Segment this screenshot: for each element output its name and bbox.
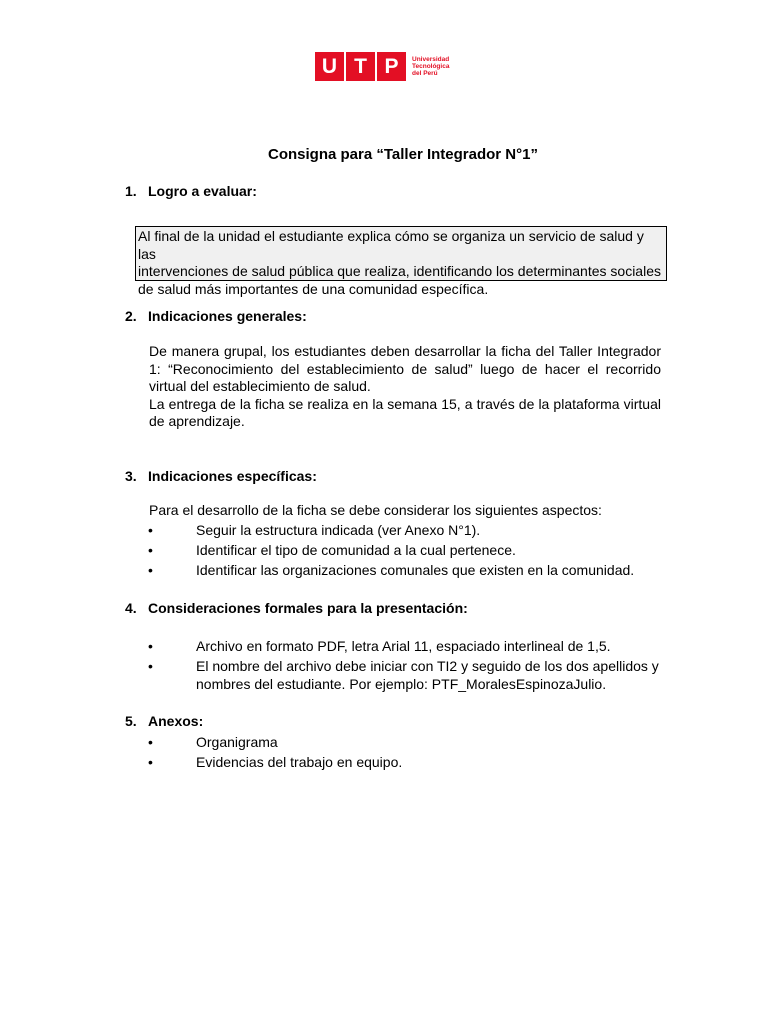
logo-letters: [315, 52, 406, 81]
logo-text: [412, 56, 472, 77]
logro-line-3: de salud más importantes de una comunidad específica.: [138, 280, 489, 297]
bullet-icon: •: [148, 638, 153, 654]
section-heading-1: [125, 183, 257, 199]
bullet-icon: •: [148, 734, 153, 750]
logo-letter-t: T: [346, 52, 375, 81]
section-number: 4.: [125, 600, 137, 616]
section-title: Indicaciones específicas:: [148, 468, 317, 484]
bullet-icon: •: [148, 562, 153, 578]
section-number: 2.: [125, 308, 137, 324]
especificas-intro: Para el desarrollo de la ficha se debe considerar los siguientes aspectos:: [149, 502, 602, 518]
bullet-icon: •: [148, 542, 153, 558]
list-item-text: Archivo en formato PDF, letra Arial 11, espaciado interlineal de 1,5.: [196, 638, 611, 654]
bullet-icon: •: [148, 754, 153, 770]
generales-p2: La entrega de la ficha se realiza en la semana 15, a través de la plataforma virtual de aprendizaje.: [149, 395, 661, 429]
logo-letter-u: U: [315, 52, 344, 81]
page-title: Consigna para “Taller Integrador N°1”: [268, 146, 538, 163]
logo-line-2: Tecnológica: [412, 63, 450, 70]
section-title: Logro a evaluar:: [148, 183, 257, 199]
logo-line-1: Universidad: [412, 56, 450, 63]
logro-line-1: Al final de la unidad el estudiante explica cómo se organiza un servicio de salud y las: [138, 228, 644, 262]
list-item-text: Evidencias del trabajo en equipo.: [196, 754, 403, 770]
section-title: Consideraciones formales para la presentación:: [148, 600, 468, 616]
section-heading-3: [125, 468, 317, 484]
generales-p1: De manera grupal, los estudiantes deben desarrollar la ficha del Taller Integrador 1: “Reconocimiento del establecimiento de salud” luego de hacer el recorrido virtual del establecimiento de salud.: [149, 343, 661, 394]
generales-paragraph: [149, 343, 661, 431]
section-number: 5.: [125, 713, 137, 729]
logro-line-2: intervenciones de salud pública que realiza, identificando los determinantes sociales: [138, 263, 661, 279]
list-item-text: Organigrama: [196, 734, 278, 750]
section-number: 3.: [125, 468, 137, 484]
section-title: Indicaciones generales:: [148, 308, 307, 324]
logo-line-3: del Perú: [412, 70, 438, 77]
logro-box: [135, 226, 667, 297]
list-item-text: Identificar el tipo de comunidad a la cual pertenece.: [196, 542, 516, 558]
section-heading-5: [125, 713, 203, 729]
section-heading-2: [125, 308, 307, 324]
section-number: 1.: [125, 183, 137, 199]
section-title: Anexos:: [148, 713, 204, 729]
list-item-text: Seguir la estructura indicada (ver Anexo N°1).: [196, 522, 481, 538]
bullet-icon: •: [148, 658, 153, 674]
bullet-icon: •: [148, 522, 153, 538]
list-item-text: El nombre del archivo debe iniciar con TI2 y seguido de los dos apellidos y nombres del estudiante. Por ejemplo: PTF_MoralesEspinozaJulio.: [196, 658, 659, 692]
list-item-text: Identificar las organizaciones comunales que existen en la comunidad.: [196, 562, 635, 578]
utp-logo: [315, 52, 472, 81]
section-heading-4: [125, 600, 468, 616]
logo-letter-p: P: [377, 52, 406, 81]
